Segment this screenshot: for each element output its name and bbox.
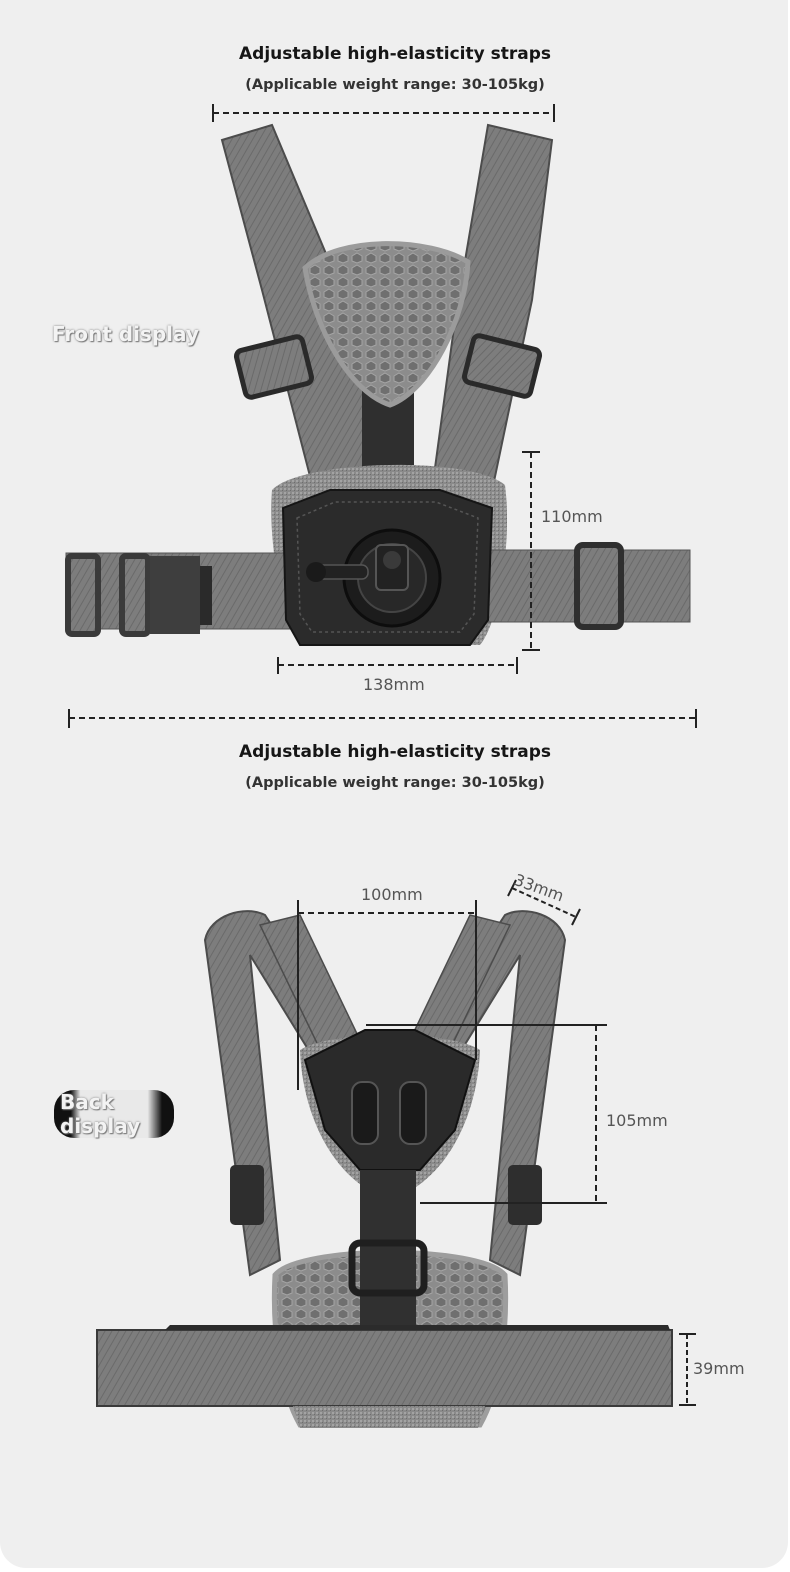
front-width-dimension-line: [278, 657, 517, 674]
front-belt-width-dimension-line: [69, 709, 696, 728]
back-title: Adjustable high-elasticity straps: [239, 742, 551, 762]
back-width-label: 100mm: [361, 885, 423, 904]
front-display-label: Front display: [52, 322, 199, 346]
back-harness: [97, 911, 672, 1428]
back-height-label: 105mm: [606, 1111, 668, 1130]
front-subtitle: (Applicable weight range: 30-105kg): [245, 77, 545, 93]
back-display-label: Back display: [54, 1090, 174, 1138]
back-subtitle: (Applicable weight range: 30-105kg): [245, 775, 545, 791]
back-strap-width-label: 33mm: [511, 870, 567, 906]
front-height-label: 110mm: [541, 507, 603, 526]
back-belt-height-label: 39mm: [693, 1359, 745, 1378]
front-title: Adjustable high-elasticity straps: [239, 44, 551, 64]
front-top-dimension-line: [213, 104, 554, 122]
front-harness: [66, 125, 690, 645]
front-width-label: 138mm: [363, 675, 425, 694]
